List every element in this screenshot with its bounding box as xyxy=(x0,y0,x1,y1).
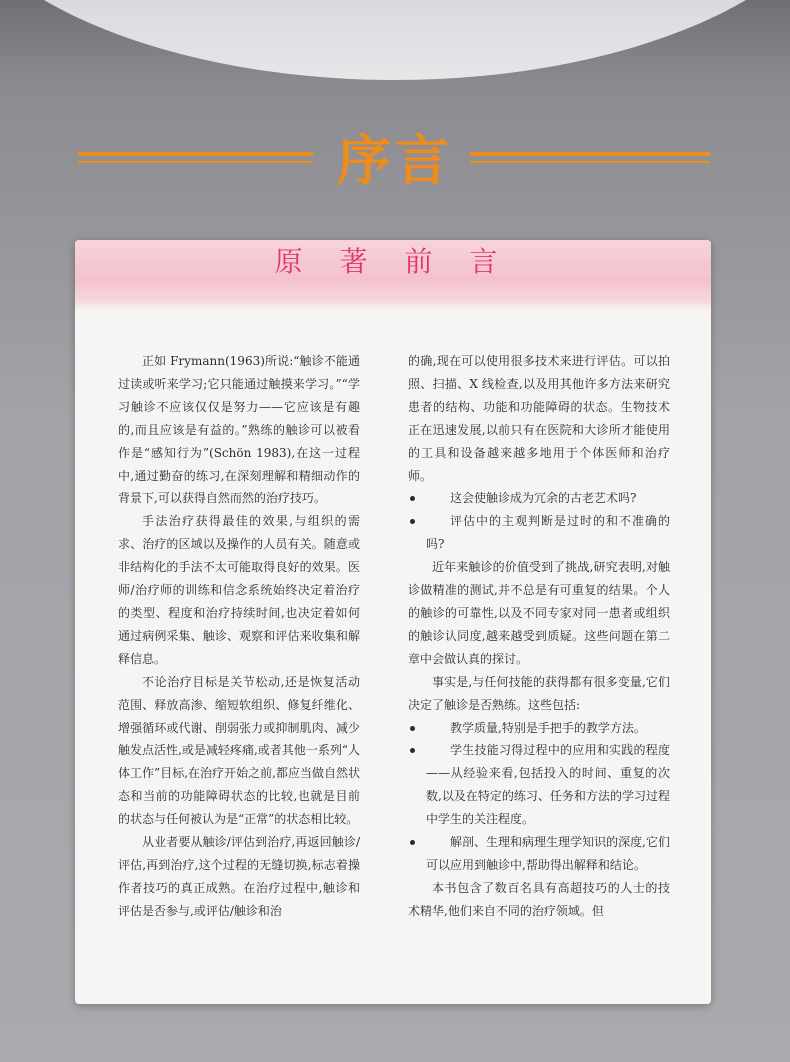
paragraph: 本书包含了数百名具有高超技巧的人士的技术精华,他们来自不同的治疗领域。但 xyxy=(408,880,670,918)
bullet-item xyxy=(408,717,670,740)
bullet-dot-icon xyxy=(410,726,415,731)
decorative-line-left xyxy=(78,152,313,156)
paragraph: 的确,现在可以使用很多技术来进行评估。可以拍照、扫描、X 线检查,以及用其他许多方法来研究患者的结构、功能和功能障碍的状态。生物技术正在迅速发展,以前只有在医院和大诊所才能使用的工具和设备越来越多地用于个体医师和治疗师。 xyxy=(408,354,670,483)
decorative-line-left-thin xyxy=(78,161,313,163)
paragraph: 近年来触诊的价值受到了挑战,研究表明,对触诊做精准的测试,并不总是有可重复的结果。个人的触诊的可靠性,以及不同专家对同一患者或组织的触诊认同度,越来越受到质疑。这些问题在第二章中会做认真的探讨。 xyxy=(408,560,670,666)
bullet-dot-icon xyxy=(410,519,415,524)
bullet-text: 学生技能习得过程中的应用和实践的程度——从经验来看,包括投入的时间、重复的次数,以及在特定的练习、任务和方法的学习过程中学生的关注程度。 xyxy=(426,743,670,827)
top-background-arc xyxy=(0,0,790,80)
header-title: 序言 xyxy=(337,129,453,192)
bullet-item xyxy=(408,831,670,877)
bullet-item xyxy=(408,510,670,556)
paragraph: 从业者要从触诊/评估到治疗,再返回触诊/评估,再到治疗,这个过程的无缝切换,标志着操作者技巧的真正成熟。在治疗过程中,触诊和评估是否参与,或评估/触诊和治 xyxy=(118,835,360,918)
header xyxy=(0,122,790,202)
bullet-dot-icon xyxy=(410,748,415,753)
bullet-item xyxy=(408,487,670,510)
chapter-banner xyxy=(75,240,711,312)
right-column xyxy=(408,350,670,923)
decorative-line-right-thin xyxy=(470,161,710,163)
paragraph: 不论治疗目标是关节松动,还是恢复活动范围、释放高渗、缩短软组织、修复纤维化、增强循环或代谢、削弱张力或抑制肌肉、减少触发点活性,或是减轻疼痛,或者其他一系列“人体工作”目标,在治疗开始之前,都应当做自然状态和当前的功能障碍状态的比较,也就是目前的状态与任何被认为是“正常”的状态相比较。 xyxy=(118,674,360,827)
left-column xyxy=(118,350,360,923)
bullet-text: 评估中的主观判断是过时的和不准确的吗? xyxy=(426,514,670,552)
decorative-line-right xyxy=(470,152,710,156)
paragraph: 手法治疗获得最佳的效果,与组织的需求、治疗的区域以及操作的人员有关。随意或非结构化的手法不太可能取得良好的效果。医师/治疗师的训练和信念系统始终决定着治疗的类型、程度和治疗持续时间,也决定着如何通过病例采集、触诊、观察和评估来收集和解释信息。 xyxy=(118,514,360,666)
paragraph: 正如 Frymann(1963)所说:“触诊不能通过读或听来学习;它只能通过触摸来学习。”“学习触诊不应该仅仅是努力——它应该是有趣的,而且应该是有益的。”熟练的触诊可以被看作是“感知行为”(Schön 1983),在这一过程中,通过勤奋的练习,在深刻理解和精细动作的背景下,可以获得自然而然的治疗技巧。 xyxy=(118,354,360,506)
chapter-title: 原 著 前 言 xyxy=(274,245,512,278)
book-page xyxy=(75,240,711,1004)
bullet-text: 教学质量,特别是手把手的教学方法。 xyxy=(450,720,646,735)
bullet-text: 这会使触诊成为冗余的古老艺术吗? xyxy=(450,491,637,506)
bullet-text: 解剖、生理和病理生理学知识的深度,它们可以应用到触诊中,帮助得出解释和结论。 xyxy=(426,835,670,872)
paragraph: 事实是,与任何技能的获得都有很多变量,它们决定了触诊是否熟练。这些包括: xyxy=(408,674,670,712)
bullet-dot-icon xyxy=(410,840,415,845)
bullet-dot-icon xyxy=(410,496,415,501)
bullet-item xyxy=(408,739,670,831)
